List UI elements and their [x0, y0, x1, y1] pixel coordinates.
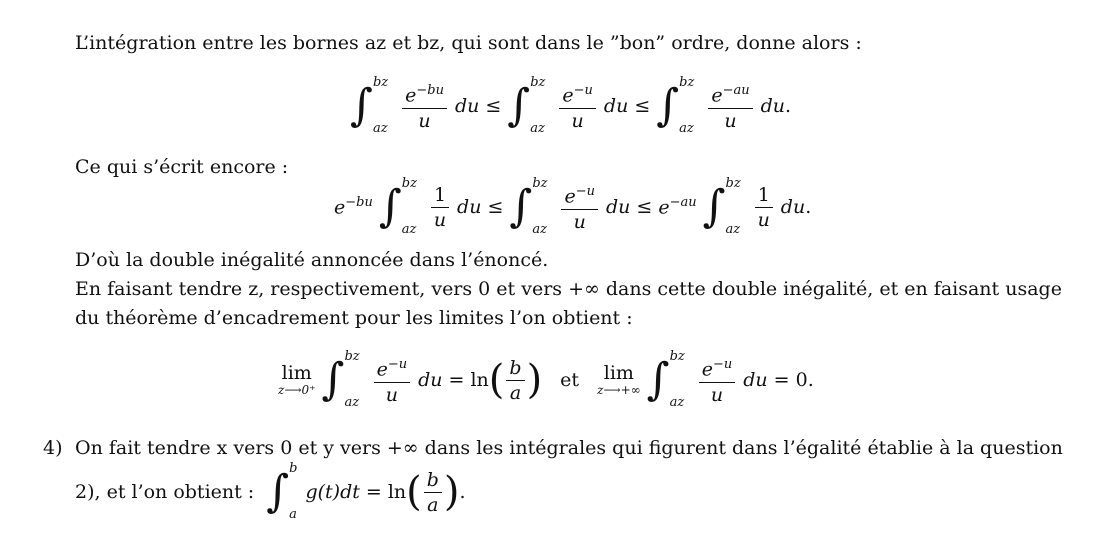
- du: du: [454, 95, 480, 117]
- g-t-dt: g(t)dt: [305, 481, 360, 503]
- zero: 0: [795, 369, 808, 391]
- integral-3a: ∫ bz az: [321, 349, 360, 410]
- q4-prefix: 2), et l’on obtient :: [75, 481, 255, 503]
- integral-2a: ∫ bz az: [378, 176, 417, 237]
- leq-sign: ≤: [485, 95, 502, 117]
- et-word: et: [560, 369, 580, 391]
- leq-sign: ≤: [487, 196, 504, 218]
- leq-sign: ≤: [634, 95, 651, 117]
- paren-close: ): [443, 469, 460, 515]
- equal-sign: =: [365, 481, 382, 503]
- ln-2: ln: [387, 481, 407, 503]
- period: .: [807, 369, 814, 391]
- exp-factor-2: $e^{-au}$: [658, 195, 697, 219]
- integral-4: ∫ b a: [266, 461, 298, 522]
- period: .: [459, 481, 466, 503]
- intro-line: L’intégration entre les bornes az et bz, qui sont dans le ”bon” ordre, donne alors :: [75, 32, 862, 54]
- du: du: [780, 196, 806, 218]
- lim-operator-1: lim z⟶0⁺: [278, 362, 316, 397]
- du: du: [606, 196, 631, 218]
- fraction-2a: $\frac{1}{u}$: [431, 185, 449, 230]
- equal-sign: =: [448, 369, 465, 391]
- integral-2c: ∫ bz az: [702, 176, 741, 237]
- fraction-2c: $\frac{1}{u}$: [755, 185, 773, 230]
- fraction-b-over-a-2: $\frac{b}{a}$: [424, 470, 442, 515]
- equation-2: [334, 175, 811, 239]
- ln-1: ln: [470, 369, 489, 391]
- paren-open: (: [488, 357, 505, 403]
- q4-line-1: On fait tendre x vers 0 et y vers +∞ dans les intégrales qui figurent dans l’égalité établie à la question: [75, 437, 1063, 459]
- integral-3b: ∫ bz az: [646, 349, 685, 410]
- fraction-3b: $\frac{e^{-u}}{u}$: [699, 355, 736, 404]
- ce-qui-line: Ce qui s’écrit encore :: [75, 156, 289, 178]
- en-faisant-line-2: du théorème d’encadrement pour les limites l’on obtient :: [75, 307, 633, 329]
- du: du: [457, 196, 482, 218]
- exp-factor-1: $e^{-bu}$: [334, 195, 373, 219]
- period: .: [805, 196, 812, 218]
- period: .: [785, 95, 792, 117]
- fraction-3a: $\frac{e^{-u}}{u}$: [374, 355, 411, 404]
- du: du: [760, 95, 786, 117]
- equation-1: [350, 74, 791, 138]
- du: du: [603, 95, 629, 117]
- equation-3: [278, 348, 814, 412]
- q4-line-2: [75, 460, 466, 524]
- paren-close: ): [526, 357, 543, 403]
- en-faisant-line-1: En faisant tendre z, respectivement, vers 0 et vers +∞ dans cette double inégalité, et en faisant usage: [75, 278, 1062, 300]
- lim-operator-2: lim z⟶+∞: [597, 362, 641, 397]
- leq-sign: ≤: [636, 196, 653, 218]
- fraction-1c: $\frac{e^{-au}}{u}$: [708, 81, 752, 130]
- dou-line: D’où la double inégalité annoncée dans l’énoncé.: [75, 249, 549, 271]
- paren-open: (: [406, 469, 422, 515]
- q4-number: 4): [43, 437, 63, 459]
- fraction-b-over-a-1: $\frac{b}{a}$: [506, 358, 524, 403]
- integral-1a: ∫ bz az: [350, 75, 389, 136]
- integral-1b: ∫ bz az: [507, 75, 546, 136]
- fraction-1a: $\frac{e^{-bu}}{u}$: [402, 81, 447, 130]
- du: du: [743, 369, 768, 391]
- integral-2b: ∫ bz az: [509, 176, 548, 237]
- fraction-1b: $\frac{e^{-u}}{u}$: [559, 81, 596, 130]
- equal-sign: =: [773, 369, 790, 391]
- fraction-2b: $\frac{e^{-u}}{u}$: [561, 182, 598, 231]
- integral-1c: ∫ bz az: [656, 75, 695, 136]
- du: du: [418, 369, 443, 391]
